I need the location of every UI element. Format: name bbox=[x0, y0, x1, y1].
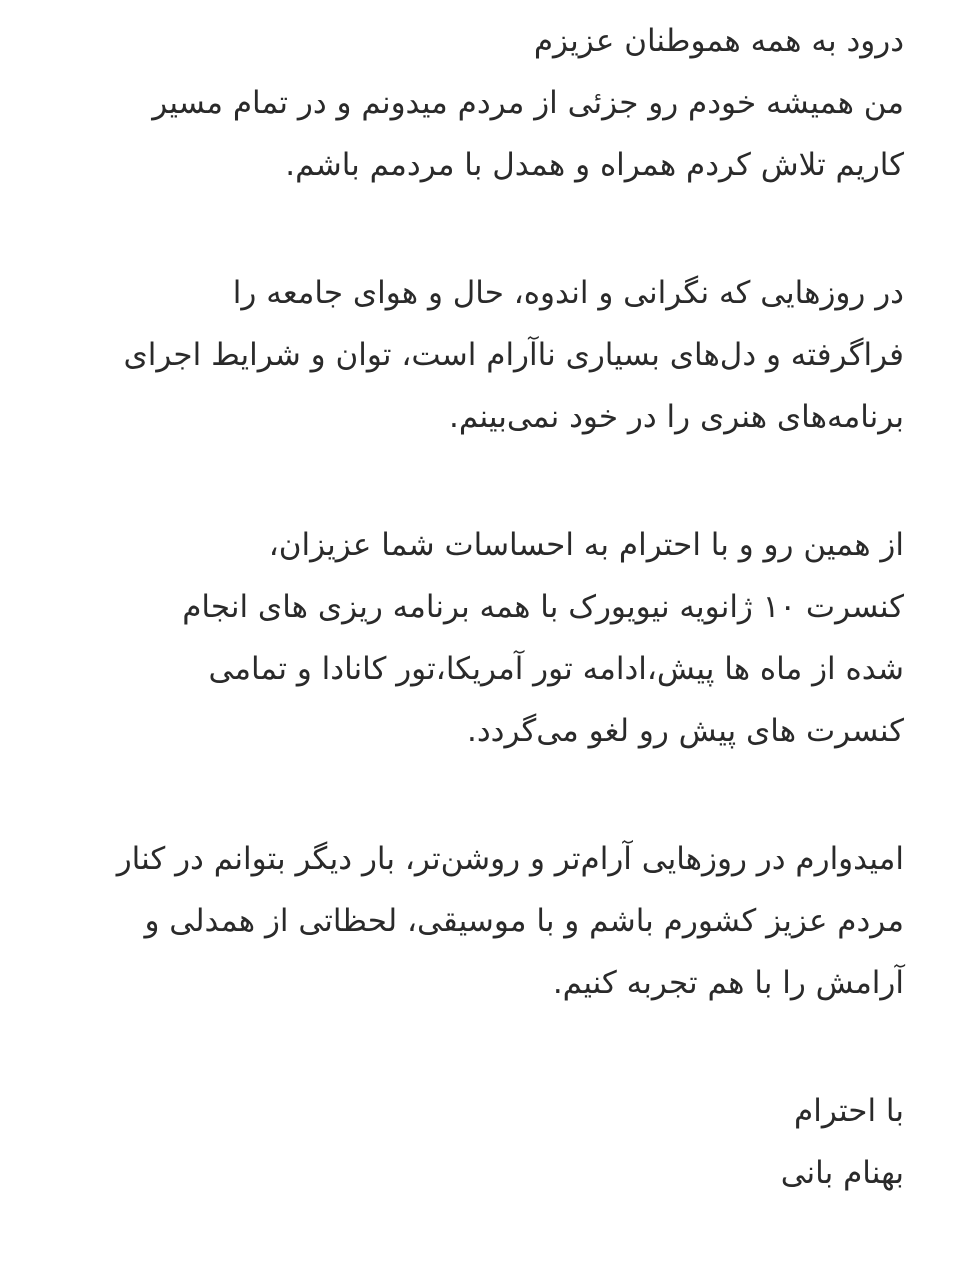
paragraph-line: آرامش را با هم تجربه کنیم. bbox=[552, 965, 904, 1001]
greeting-paragraph bbox=[60, 10, 904, 196]
intro-line: کاریم تلاش کردم همراه و همدل با مردمم باشم. bbox=[285, 147, 904, 183]
letter-body bbox=[60, 10, 904, 1204]
paragraph-line: برنامه‌های هنری را در خود نمی‌بینم. bbox=[449, 399, 904, 435]
paragraph-line: فراگرفته و دل‌های بسیاری ناآرام است، توان و شرایط اجرای bbox=[123, 337, 904, 373]
signature-block bbox=[60, 1080, 904, 1204]
paragraph-line: از همین رو و با احترام به احساسات شما عزیزان، bbox=[268, 527, 904, 563]
paragraph-line: کنسرت ۱۰ ژانویه نیویورک با همه برنامه ریزی های انجام bbox=[182, 589, 904, 625]
paragraph-line: کنسرت های پیش رو لغو می‌گردد. bbox=[466, 713, 904, 749]
signature-name: بهنام بانی bbox=[780, 1155, 904, 1191]
intro-line: من همیشه خودم رو جزئی از مردم میدونم و در تمام مسیر bbox=[152, 85, 904, 121]
paragraph-line: در روزهایی که نگرانی و اندوه، حال و هوای جامعه را bbox=[232, 275, 904, 311]
paragraph-line: شده از ماه ها پیش،ادامه تور آمریکا،تور کانادا و تمامی bbox=[208, 651, 904, 687]
cancellation-paragraph bbox=[60, 514, 904, 762]
greeting-line: درود به همه هموطنان عزیزم bbox=[533, 23, 904, 59]
paragraph-line: مردم عزیز کشورم باشم و با موسیقی، لحظاتی از همدلی و bbox=[144, 903, 904, 939]
closing-text: با احترام bbox=[794, 1093, 904, 1129]
paragraph-line: امیدوارم در روزهایی آرام‌تر و روشن‌تر، بار دیگر بتوانم در کنار bbox=[116, 841, 904, 877]
hope-paragraph bbox=[60, 828, 904, 1014]
concern-paragraph bbox=[60, 262, 904, 448]
